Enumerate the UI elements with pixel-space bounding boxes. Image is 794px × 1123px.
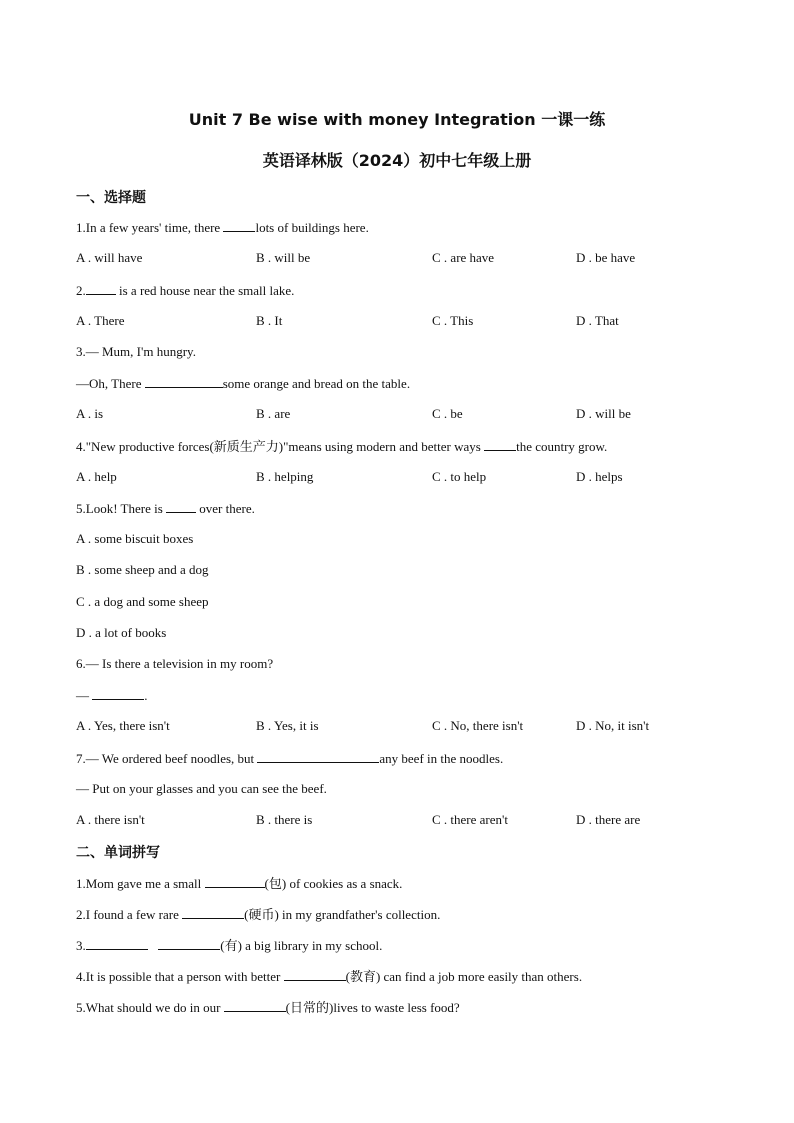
- question-text: 5.Look! There is: [76, 501, 167, 516]
- option-d[interactable]: D . there are: [576, 812, 641, 827]
- option-d[interactable]: D . be have: [576, 250, 636, 265]
- question-text: any beef in the noodles.: [379, 751, 504, 766]
- spelling-3: [76, 937, 382, 954]
- question-text: 4."New productive forces(新质生产力)"means using modern and better ways: [76, 439, 485, 454]
- option-c[interactable]: C . are have: [432, 250, 495, 265]
- section-heading-spelling: 二、单词拼写: [76, 845, 160, 861]
- option-a[interactable]: A . help: [76, 469, 117, 484]
- option-b[interactable]: B . there is: [256, 812, 313, 827]
- question-7-line2: — Put on your glasses and you can see the beef.: [76, 781, 327, 796]
- option-b[interactable]: B . are: [256, 406, 291, 421]
- question-4: [76, 438, 607, 455]
- option-d[interactable]: D . That: [576, 313, 619, 328]
- spelling-2: [76, 906, 440, 923]
- answer-blank[interactable]: [182, 906, 244, 919]
- option-d[interactable]: D . a lot of books: [76, 625, 167, 640]
- answer-blank[interactable]: [223, 219, 255, 232]
- option-a[interactable]: A . there isn't: [76, 812, 145, 827]
- question-text: (硬币) in my grandfather's collection.: [244, 907, 441, 922]
- option-b[interactable]: B . Yes, it is: [256, 718, 319, 733]
- document-title: Unit 7 Be wise with money Integration 一课一练: [188, 110, 606, 129]
- option-a[interactable]: A . Yes, there isn't: [76, 718, 170, 733]
- option-d[interactable]: D . helps: [576, 469, 623, 484]
- question-3: 3.— Mum, I'm hungry.: [76, 344, 196, 359]
- option-a[interactable]: A . is: [76, 406, 104, 421]
- spelling-5: [76, 999, 460, 1016]
- option-c[interactable]: C . No, there isn't: [432, 718, 524, 733]
- option-c[interactable]: C . there aren't: [432, 812, 508, 827]
- option-b[interactable]: B . some sheep and a dog: [76, 562, 209, 577]
- question-text: 1.In a few years' time, there: [76, 220, 224, 235]
- question-5: [76, 500, 255, 517]
- spelling-1: [76, 875, 402, 892]
- question-1: [76, 219, 369, 236]
- question-7: [76, 750, 503, 767]
- answer-blank[interactable]: [145, 375, 223, 388]
- question-text: —Oh, There: [76, 376, 145, 391]
- question-text: (教育) can find a job more easily than others.: [345, 969, 583, 984]
- question-text: 2.: [76, 283, 86, 298]
- option-a[interactable]: A . some biscuit boxes: [76, 531, 194, 546]
- question-text: 3.: [76, 938, 86, 953]
- question-text: is a red house near the small lake.: [115, 283, 295, 298]
- option-c[interactable]: C . be: [432, 406, 463, 421]
- question-text: 5.What should we do in our: [76, 1000, 224, 1015]
- answer-blank[interactable]: [284, 968, 346, 981]
- question-text: 7.— We ordered beef noodles, but: [76, 751, 258, 766]
- question-text: 4.It is possible that a person with better: [76, 969, 284, 984]
- question-text: (包) of cookies as a snack.: [264, 876, 403, 891]
- option-b[interactable]: B . It: [256, 313, 283, 328]
- document-subtitle: 英语译林版（2024）初中七年级上册: [262, 151, 532, 170]
- question-3-line2: [76, 375, 410, 392]
- option-d[interactable]: D . will be: [576, 406, 631, 421]
- question-text: some orange and bread on the table.: [222, 376, 411, 391]
- question-text: (日常的)lives to waste less food?: [285, 1000, 460, 1015]
- answer-blank[interactable]: [86, 282, 116, 295]
- question-text: the country grow.: [516, 439, 608, 454]
- option-c[interactable]: C . a dog and some sheep: [76, 594, 209, 609]
- section-heading-choice: 一、选择题: [76, 190, 146, 206]
- question-2: [76, 282, 294, 299]
- question-text: lots of buildings here.: [255, 220, 369, 235]
- option-a[interactable]: A . There: [76, 313, 125, 328]
- spelling-4: [76, 968, 582, 985]
- answer-blank[interactable]: [257, 750, 379, 763]
- question-6-line2: [76, 687, 148, 704]
- question-text: over there.: [196, 501, 255, 516]
- question-text: 2.I found a few rare: [76, 907, 183, 922]
- option-c[interactable]: C . This: [432, 313, 474, 328]
- option-b[interactable]: B . helping: [256, 469, 314, 484]
- question-text: .: [144, 688, 148, 703]
- answer-blank[interactable]: [92, 687, 144, 700]
- answer-blank[interactable]: [484, 438, 516, 451]
- question-text: (有) a big library in my school.: [220, 938, 383, 953]
- option-c[interactable]: C . to help: [432, 469, 487, 484]
- option-b[interactable]: B . will be: [256, 250, 311, 265]
- question-text: —: [76, 688, 93, 703]
- option-a[interactable]: A . will have: [76, 250, 143, 265]
- answer-blank[interactable]: [205, 875, 265, 888]
- question-text: [148, 938, 155, 953]
- answer-blank[interactable]: [158, 937, 220, 950]
- answer-blank[interactable]: [86, 937, 148, 950]
- question-text: 1.Mom gave me a small: [76, 876, 205, 891]
- answer-blank[interactable]: [166, 500, 196, 513]
- question-6: 6.— Is there a television in my room?: [76, 656, 274, 671]
- answer-blank[interactable]: [224, 999, 286, 1012]
- option-d[interactable]: D . No, it isn't: [576, 718, 650, 733]
